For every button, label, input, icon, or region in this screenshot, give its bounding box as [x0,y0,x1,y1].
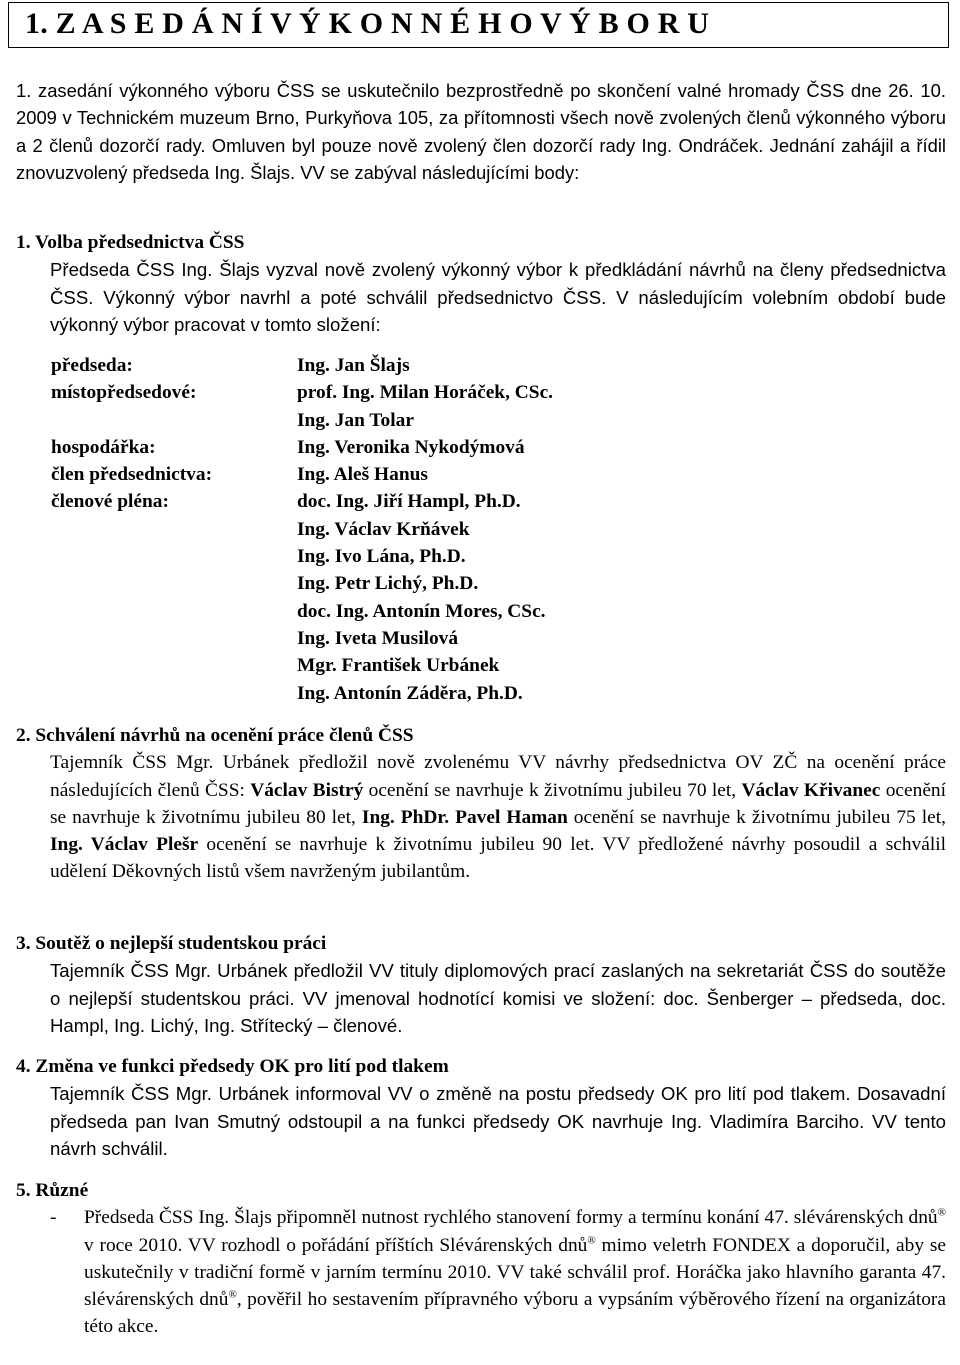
section-2 [16,722,946,886]
member-name: Ing. Veronika Nykodýmová [297,436,525,458]
title-box [8,2,949,48]
registered-mark: ® [587,1234,596,1247]
intro-paragraph: 1. zasedání výkonného výboru ČSS se uskutečnilo bezprostředně po skončení valné hromady ČSS dne 26. 10. 2009 v Technickém muzeum Brno, Purkyňova 105, za přítomnosti všech nově zvolených členů výkonného výboru a 2 členů dozorčí rady. Omluven byl pouze nově zvolený člen dozorčí rady Ing. Ondráček. Jednání zahájil a řídil znovuzvolený předseda Ing. Šlajs. VV se zabýval následujícími body: [16,80,946,184]
member-name: Ing. Jan Šlajs [297,355,410,376]
member-row [51,543,931,570]
member-row [51,680,931,707]
honoree-name: Václav Bistrý [250,779,364,801]
member-role [51,598,297,625]
member-row [51,652,931,679]
list-item-text [84,1204,946,1340]
list-text: Předseda ČSS Ing. Šlajs připomněl nutnost rychlého stanovení formy a termínu konání 47. slévárenských dnů [84,1207,938,1229]
list-item [50,1204,946,1340]
section-1-body: Předseda ČSS Ing. Šlajs vyzval nově zvolený výkonný výbor k předkládání návrhů na členy předsednictva ČSS. Výkonný výbor navrhl a poté schválil předsednictvo ČSS. V následujícím volebním období bude výkonný výbor pracovat v tomto složení: [50,259,946,335]
member-role [51,516,297,543]
member-name: Ing. Ivo Lána, Ph.D. [297,546,466,568]
member-row [51,570,931,597]
member-row [51,461,931,488]
member-name: Ing. Aleš Hanus [297,464,428,486]
section-2-heading: 2. Schválení návrhů na ocenění práce členů ČSS [16,725,414,746]
member-role [51,543,297,570]
list-text: mimo veletrh FONDEX a doporučil, aby se uskutečnily v tradiční formě v jarním termínu 2010. VV také schválil prof. Horáčka jako hlavního garanta 47. slévárenských dnů [84,1234,947,1311]
list-text: v roce 2010. VV rozhodl o pořádání příštích Slévárenských dnů [84,1234,588,1256]
section-2-text: ocenění se navrhuje k životnímu jubileu 90 let. VV předložené návrhy posoudil a schválil udělení Děkovných listů všem navrženým jubilantům. [50,834,947,883]
member-role [51,570,297,597]
section-2-body [50,749,946,885]
member-role: členové pléna: [51,491,169,513]
section-2-text: Tajemník ČSS Mgr. Urbánek předložil nově zvolenému VV návrhy předsednictva OV ZČ na ocenění práce následujících členů ČSS: [50,752,946,801]
section-4-heading: 4. Změna ve funkci předsedy OK pro lití pod tlakem [16,1056,449,1077]
section-4 [16,1053,946,1162]
member-row [51,407,931,434]
section-3 [16,930,946,1039]
member-row [51,352,931,379]
member-role [51,625,297,652]
honoree-name: Ing. Václav Plešr [50,834,199,856]
section-3-body: Tajemník ČSS Mgr. Urbánek předložil VV tituly diplomových prací zaslaných na sekretariát ČSS do soutěže o nejlepší studentskou práci. VV jmenoval hodnotící komisi ve složení: doc. Šenberger – předseda, doc. Hampl, Ing. Lichý, Ing. Střítecký – členové. [50,960,946,1036]
member-row [51,598,931,625]
members-table [51,352,931,707]
member-name: doc. Ing. Jiří Hampl, Ph.D. [297,491,521,513]
member-name: Mgr. František Urbánek [297,655,500,677]
member-row [51,488,931,515]
member-role [51,652,297,679]
section-1-heading: 1. Volba předsednictva ČSS [16,232,245,253]
honoree-name: Ing. PhDr. Pavel Haman [361,806,568,828]
member-name: Ing. Václav Krňávek [297,518,470,540]
member-role [51,680,297,707]
member-role: předseda: [51,355,133,376]
member-name: doc. Ing. Antonín Mores, CSc. [297,600,546,622]
list-text: , pověřil ho sestavením přípravného výboru a vypsáním výběrového řízení na organizátora této akce. [84,1289,946,1338]
member-name: Ing. Iveta Musilová [297,627,459,649]
member-name: Ing. Petr Lichý, Ph.D. [297,573,479,595]
section-3-heading: 3. Soutěž o nejlepší studentskou práci [16,933,327,954]
registered-mark: ® [228,1288,237,1301]
registered-mark: ® [937,1206,946,1219]
section-5 [16,1177,946,1341]
member-name: prof. Ing. Milan Horáček, CSc. [297,382,554,404]
member-role [51,407,297,434]
member-role: člen předsednictva: [51,464,213,486]
section-2-text: ocenění se navrhuje k životnímu jubileu 75 let, [567,806,946,828]
member-name: Ing. Antonín Záděra, Ph.D. [297,682,523,704]
list-dash: - [50,1207,57,1229]
member-role: hospodářka: [51,436,156,458]
member-row [51,379,931,406]
section-4-body: Tajemník ČSS Mgr. Urbánek informoval VV o změně na postu předsedy OK pro lití pod tlakem. Dosavadní předseda pan Ivan Smutný odstoupil a na funkci předsedy OK navrhuje Ing. Vladimíra Barciho. VV tento návrh schválil. [50,1083,946,1159]
member-role: místopředsedové: [51,382,197,404]
member-row [51,434,931,461]
honoree-name: Václav Křivanec [741,779,881,801]
section-5-heading: 5. Různé [16,1180,89,1201]
member-row [51,516,931,543]
section-1 [16,229,946,338]
document-title: 1. Z A S E D Á N Í V Ý K O N N É H O V Ý B O R U [25,7,710,40]
section-2-text: ocenění se navrhuje k životnímu jubileu 70 let, [363,779,742,801]
member-row [51,625,931,652]
member-name: Ing. Jan Tolar [297,409,414,431]
section-2-text: ocenění se navrhuje k životnímu jubileu 80 let, [50,779,947,828]
